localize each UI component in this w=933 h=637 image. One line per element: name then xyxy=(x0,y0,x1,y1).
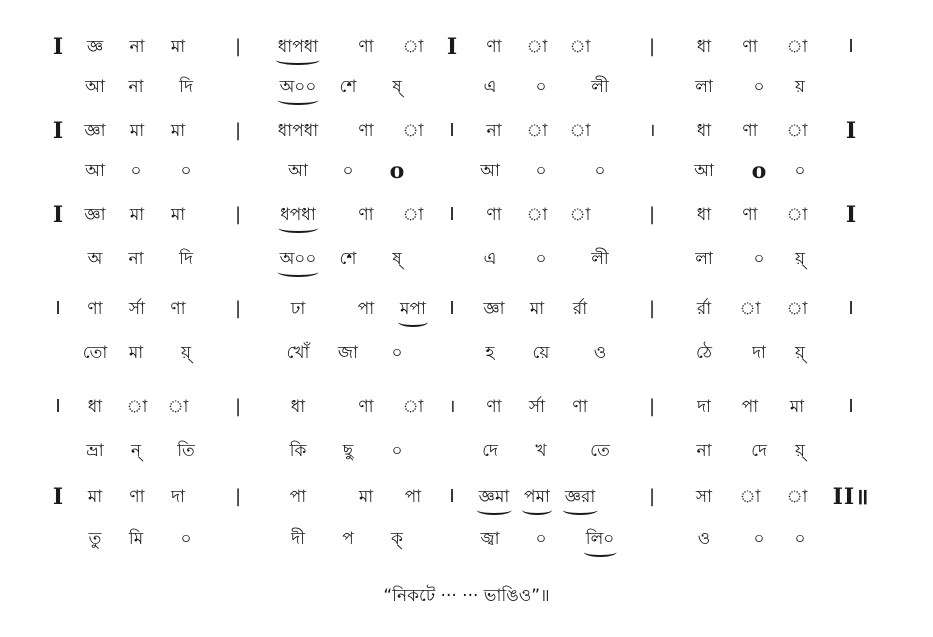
note-token: ণা xyxy=(486,205,502,225)
lyric-syllable: এ xyxy=(483,249,497,269)
lyric-syllable: ঠে xyxy=(696,343,712,363)
note-token: া xyxy=(402,397,424,417)
lyric-row xyxy=(0,158,933,188)
note-token: ধা xyxy=(290,397,306,417)
note-token: সা xyxy=(695,487,713,507)
lyric-syllable: ০ xyxy=(794,161,806,181)
note-token: মা xyxy=(170,121,186,141)
bar-line: | xyxy=(234,36,242,57)
lyric-syllable: o xyxy=(751,158,767,184)
bar-line: | xyxy=(234,120,242,141)
note-token: জ্ঞা xyxy=(84,205,106,225)
bar-line: I xyxy=(449,298,455,319)
note-token: ণা xyxy=(742,37,758,57)
notation-row xyxy=(0,34,933,64)
lyric-syllable: দি xyxy=(179,77,193,97)
bar-line: | xyxy=(234,486,242,507)
lyric-syllable: ষ্ xyxy=(392,249,402,269)
lyric-syllable: ক্ xyxy=(391,529,403,549)
note-token: পা xyxy=(289,487,307,507)
note-token: পা xyxy=(404,487,422,507)
note-token: ণা xyxy=(358,205,374,225)
bar-line: I xyxy=(449,120,455,141)
lyric-syllable: য়্ xyxy=(794,441,806,461)
lyric-syllable: হ xyxy=(485,343,495,363)
note-token: পমা xyxy=(524,484,550,512)
notation-row xyxy=(0,202,933,232)
lyric-syllable: য়্ xyxy=(794,343,806,363)
note-token: র্সা xyxy=(528,397,546,417)
lyric-syllable: ছু xyxy=(342,441,354,461)
note-token: মা xyxy=(87,487,103,507)
lyric-syllable: ০ xyxy=(594,161,606,181)
note-token: দা xyxy=(171,487,185,507)
bar-line: | xyxy=(648,396,656,417)
lyric-syllable: ০ xyxy=(794,529,806,549)
note-token: া xyxy=(526,121,548,141)
lyric-syllable: লী xyxy=(591,77,609,97)
note-token: া xyxy=(786,487,808,507)
lyric-syllable: ভ্রা xyxy=(86,441,104,461)
note-token: া xyxy=(786,121,808,141)
lyric-syllable: ০ xyxy=(535,529,547,549)
lyric-syllable: ০ xyxy=(391,441,403,461)
lyric-syllable: না xyxy=(696,441,712,461)
lyric-syllable: তো xyxy=(82,343,108,363)
lyric-syllable: শে xyxy=(339,77,357,97)
lyric-syllable: ০ xyxy=(391,343,403,363)
lyric-syllable: লা xyxy=(695,249,713,269)
note-token: ণা xyxy=(742,121,758,141)
lyric-syllable: শে xyxy=(339,249,357,269)
note-token: া xyxy=(526,205,548,225)
lyric-syllable: জা xyxy=(337,343,359,363)
note-token: জ্ঞা xyxy=(483,299,505,319)
note-token: া xyxy=(786,299,808,319)
bar-line: I xyxy=(52,484,64,510)
note-token: মা xyxy=(358,487,374,507)
bar-line: I xyxy=(449,204,455,225)
notation-row xyxy=(0,394,933,424)
lyric-syllable: তে xyxy=(590,441,610,461)
lyric-syllable: ০ xyxy=(180,529,192,549)
end-mark: II॥ xyxy=(832,484,870,510)
bar-line: I xyxy=(52,34,64,60)
note-token: ণা xyxy=(572,397,588,417)
note-token: জ্ঞমা xyxy=(479,484,510,512)
lyric-row xyxy=(0,74,933,104)
note-token: া xyxy=(786,37,808,57)
note-token: া xyxy=(569,37,591,57)
lyric-syllable: আ xyxy=(288,161,308,181)
lyric-syllable: প xyxy=(342,529,354,549)
note-token: ণা xyxy=(742,205,758,225)
note-token: না xyxy=(486,121,502,141)
lyric-syllable: ন্ xyxy=(130,441,142,461)
bar-line: | xyxy=(234,298,242,319)
footer-caption: “নিকটে ··· ··· ভাঙিও”॥ xyxy=(383,586,550,606)
lyric-syllable: অ০০ xyxy=(280,246,317,274)
note-token: া xyxy=(526,37,548,57)
lyric-syllable: ০ xyxy=(753,249,765,269)
note-token: দা xyxy=(697,397,711,417)
note-token: ধা xyxy=(696,121,712,141)
lyric-syllable: য়্ xyxy=(794,249,806,269)
note-token: ণা xyxy=(358,397,374,417)
lyric-syllable: লা xyxy=(695,77,713,97)
lyric-syllable: দে xyxy=(482,441,498,461)
note-token: া xyxy=(569,205,591,225)
note-token: জ্ঞা xyxy=(84,121,106,141)
notation-row xyxy=(0,484,933,514)
note-token: পা xyxy=(357,299,375,319)
note-token: ধাপধা xyxy=(278,34,318,62)
lyric-syllable: অ xyxy=(87,249,103,269)
lyric-syllable: য়ে xyxy=(532,343,550,363)
bar-line: I xyxy=(52,118,64,144)
note-token: ধা xyxy=(696,205,712,225)
lyric-syllable: আ xyxy=(694,161,714,181)
lyric-syllable: আ xyxy=(85,77,105,97)
note-token: ধা xyxy=(87,397,103,417)
note-token: ধা xyxy=(696,37,712,57)
note-token: মা xyxy=(789,397,805,417)
note-token: পা xyxy=(741,397,759,417)
bar-line: I xyxy=(446,34,458,60)
notation-row xyxy=(0,118,933,148)
note-token: ণা xyxy=(486,37,502,57)
note-token: ণা xyxy=(87,299,103,319)
note-token: মা xyxy=(129,205,145,225)
lyric-syllable: ০ xyxy=(130,161,142,181)
lyric-syllable: লী xyxy=(591,249,609,269)
bar-line: । xyxy=(448,396,456,417)
note-token: ধাপধা xyxy=(277,121,319,141)
bar-line: | xyxy=(234,204,242,225)
bar-line: I xyxy=(449,486,455,507)
note-token: ণা xyxy=(170,299,186,319)
lyric-syllable: ০ xyxy=(180,161,192,181)
lyric-syllable: তু xyxy=(88,529,102,549)
notation-row xyxy=(0,296,933,326)
lyric-syllable: মা xyxy=(128,343,144,363)
note-token: া xyxy=(739,299,761,319)
note-token: র্সা xyxy=(128,299,146,319)
lyric-row xyxy=(0,438,933,468)
lyric-syllable: কি xyxy=(289,441,307,461)
note-token: া xyxy=(402,205,424,225)
lyric-syllable: এ xyxy=(483,77,497,97)
bar-line: | xyxy=(648,204,656,225)
note-token: া xyxy=(739,487,761,507)
bar-line: I xyxy=(845,202,857,228)
note-token: ণা xyxy=(129,487,145,507)
lyric-syllable: ষ্ xyxy=(392,77,402,97)
bar-line: I xyxy=(848,36,854,57)
note-token: া xyxy=(786,205,808,225)
lyric-row xyxy=(0,246,933,276)
lyric-syllable: ও xyxy=(697,529,711,549)
note-token: ণা xyxy=(358,121,374,141)
note-token: র্রা xyxy=(572,299,588,319)
lyric-syllable: ০ xyxy=(535,249,547,269)
lyric-syllable: দে xyxy=(751,441,767,461)
lyric-row xyxy=(0,340,933,370)
note-token: মা xyxy=(170,205,186,225)
note-token: ণা xyxy=(358,37,374,57)
lyric-syllable: না xyxy=(128,249,144,269)
bar-line: I xyxy=(55,396,61,417)
bar-line: | xyxy=(234,396,242,417)
bar-line: I xyxy=(848,396,854,417)
lyric-syllable: o xyxy=(389,158,405,184)
note-token: জ্ঞরা xyxy=(565,484,596,512)
note-token: ণা xyxy=(486,397,502,417)
lyric-syllable: দি xyxy=(179,249,193,269)
lyric-syllable: য়্ xyxy=(180,343,192,363)
lyric-syllable: ০ xyxy=(753,77,765,97)
note-token: ধপধা xyxy=(280,202,316,230)
note-token: া xyxy=(569,121,591,141)
bar-line: I xyxy=(848,298,854,319)
lyric-syllable: আ xyxy=(85,161,105,181)
bar-line: | xyxy=(648,298,656,319)
lyric-syllable: ০ xyxy=(535,77,547,97)
lyric-syllable: মি xyxy=(128,529,144,549)
note-token: া xyxy=(167,397,189,417)
lyric-syllable: য় xyxy=(794,77,806,97)
note-token: মা xyxy=(170,37,186,57)
note-token: মা xyxy=(529,299,545,319)
note-token: া xyxy=(402,121,424,141)
lyric-syllable: ০ xyxy=(342,161,354,181)
lyric-row xyxy=(0,526,933,556)
note-token: র্রা xyxy=(696,299,712,319)
bar-line: | xyxy=(648,36,656,57)
bar-line: । xyxy=(648,120,656,141)
lyric-syllable: আ xyxy=(480,161,500,181)
bar-line: | xyxy=(648,486,656,507)
note-token: া xyxy=(126,397,148,417)
note-token: মা xyxy=(129,121,145,141)
note-token: না xyxy=(129,37,145,57)
note-token: জ্ঞ xyxy=(86,37,104,57)
lyric-syllable: লি০ xyxy=(586,526,615,554)
bar-line: I xyxy=(55,298,61,319)
bar-line: I xyxy=(52,202,64,228)
lyric-syllable: অ০০ xyxy=(280,74,317,102)
note-token: া xyxy=(402,37,424,57)
lyric-syllable: দা xyxy=(752,343,766,363)
bar-line: I xyxy=(845,118,857,144)
lyric-syllable: না xyxy=(128,77,144,97)
lyric-syllable: ০ xyxy=(535,161,547,181)
lyric-syllable: দী xyxy=(291,529,305,549)
lyric-syllable: তি xyxy=(177,441,195,461)
lyric-syllable: ও xyxy=(593,343,607,363)
lyric-syllable: ০ xyxy=(753,529,765,549)
note-token: মপা xyxy=(400,296,426,324)
lyric-syllable: জ্বা xyxy=(480,529,500,549)
lyric-syllable: খোঁ xyxy=(286,343,310,363)
lyric-syllable: খ xyxy=(535,441,547,461)
note-token: ঢা xyxy=(290,299,306,319)
